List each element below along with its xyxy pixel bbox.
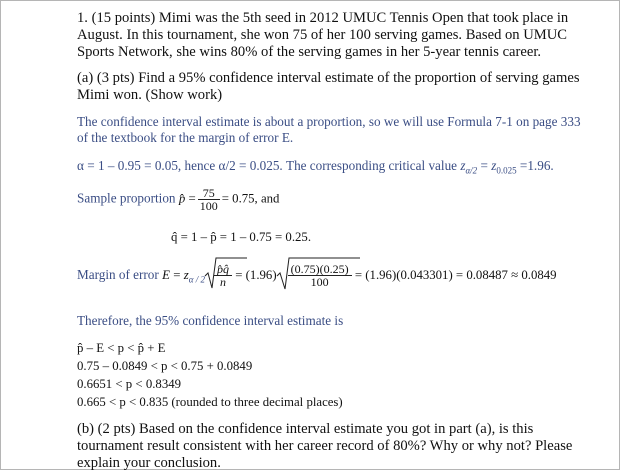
- radical-2-denominator: 100: [310, 275, 329, 289]
- radical-1-sign: [205, 257, 249, 293]
- margin-mid: = (1.96): [235, 267, 277, 282]
- radical-2-sign: [277, 257, 361, 293]
- alpha-text: α = 1 – 0.95 = 0.05, hence α/2 = 0.025. The corresponding critical value: [77, 158, 458, 173]
- sample-result: = 0.75, and: [221, 191, 280, 206]
- margin-z: z: [183, 267, 189, 282]
- answer-intro-line-1: The confidence interval estimate is about a proportion, so we will use Formula 7-1 on page 333: [77, 114, 581, 129]
- part-a-line-2: Mimi won. (Show work): [77, 87, 223, 103]
- question-line-3: Sports Network, she wins 80% of the serving games in her 5-year tennis career.: [77, 44, 542, 60]
- part-b-line-2: tournament result consistent with her career record of 80%? Why or why not? Please: [77, 438, 573, 454]
- alpha-line: [77, 159, 554, 176]
- radical-2-numerator: (0.75)(0.25): [288, 263, 352, 276]
- margin-E: E: [162, 267, 170, 282]
- radical-2: [277, 263, 352, 289]
- ci-line-4: 0.665 < p < 0.835 (rounded to three decimal places): [77, 395, 343, 409]
- critical-z-subscript: α/2: [465, 165, 478, 176]
- sample-fraction-denominator: 100: [199, 199, 218, 213]
- critical-z2: z: [491, 158, 497, 173]
- margin-of-error-line: [77, 263, 557, 289]
- question-line-2: August. In this tournament, she won 75 of her 100 serving games. Based on UMUC: [77, 27, 568, 43]
- question-line-1: 1. (15 points) Mimi was the 5th seed in 2012 UMUC Tennis Open that took place in: [77, 10, 569, 26]
- radical-1-denominator: n: [219, 275, 226, 289]
- critical-eq: =: [477, 158, 492, 173]
- part-b-line-1: (b) (2 pts) Based on the confidence interval estimate you got in part (a), is this: [77, 421, 534, 437]
- margin-eq: =: [173, 267, 181, 282]
- sample-fraction: [198, 187, 220, 212]
- therefore-line: Therefore, the 95% confidence interval estimate is: [77, 313, 344, 328]
- critical-z: z: [460, 158, 466, 173]
- margin-z-subscript: α / 2: [188, 274, 205, 285]
- part-a-line-1: (a) (3 pts) Find a 95% confidence interval estimate of the proportion of serving games: [77, 70, 580, 86]
- ci-line-1: p̂ – E < p < p̂ + E: [77, 341, 166, 355]
- ci-line-3: 0.6651 < p < 0.8349: [77, 377, 182, 391]
- sample-fraction-numerator: 75: [198, 187, 220, 200]
- critical-value: =1.96.: [516, 158, 554, 173]
- ci-line-2: 0.75 – 0.0849 < p < 0.75 + 0.0849: [77, 359, 253, 373]
- part-b-line-3: explain your conclusion.: [77, 455, 221, 471]
- sample-eq: =: [188, 191, 196, 206]
- margin-label: Margin of error: [77, 266, 159, 282]
- qhat-line: q̂ = 1 – p̂ = 1 – 0.75 = 0.25.: [171, 230, 312, 244]
- sample-label: Sample proportion: [77, 190, 176, 206]
- sample-proportion-line: [77, 187, 279, 212]
- critical-z2-subscript: 0.025: [496, 165, 517, 176]
- answer-intro-line-2: of the textbook for the margin of error E.: [77, 130, 294, 145]
- sample-phat: p̂: [178, 191, 186, 206]
- radical-1-numerator: p̂q̂: [214, 263, 232, 276]
- radical-1: [205, 263, 232, 289]
- margin-result: = (1.96)(0.043301) = 0.08487 ≈ 0.0849: [354, 267, 557, 282]
